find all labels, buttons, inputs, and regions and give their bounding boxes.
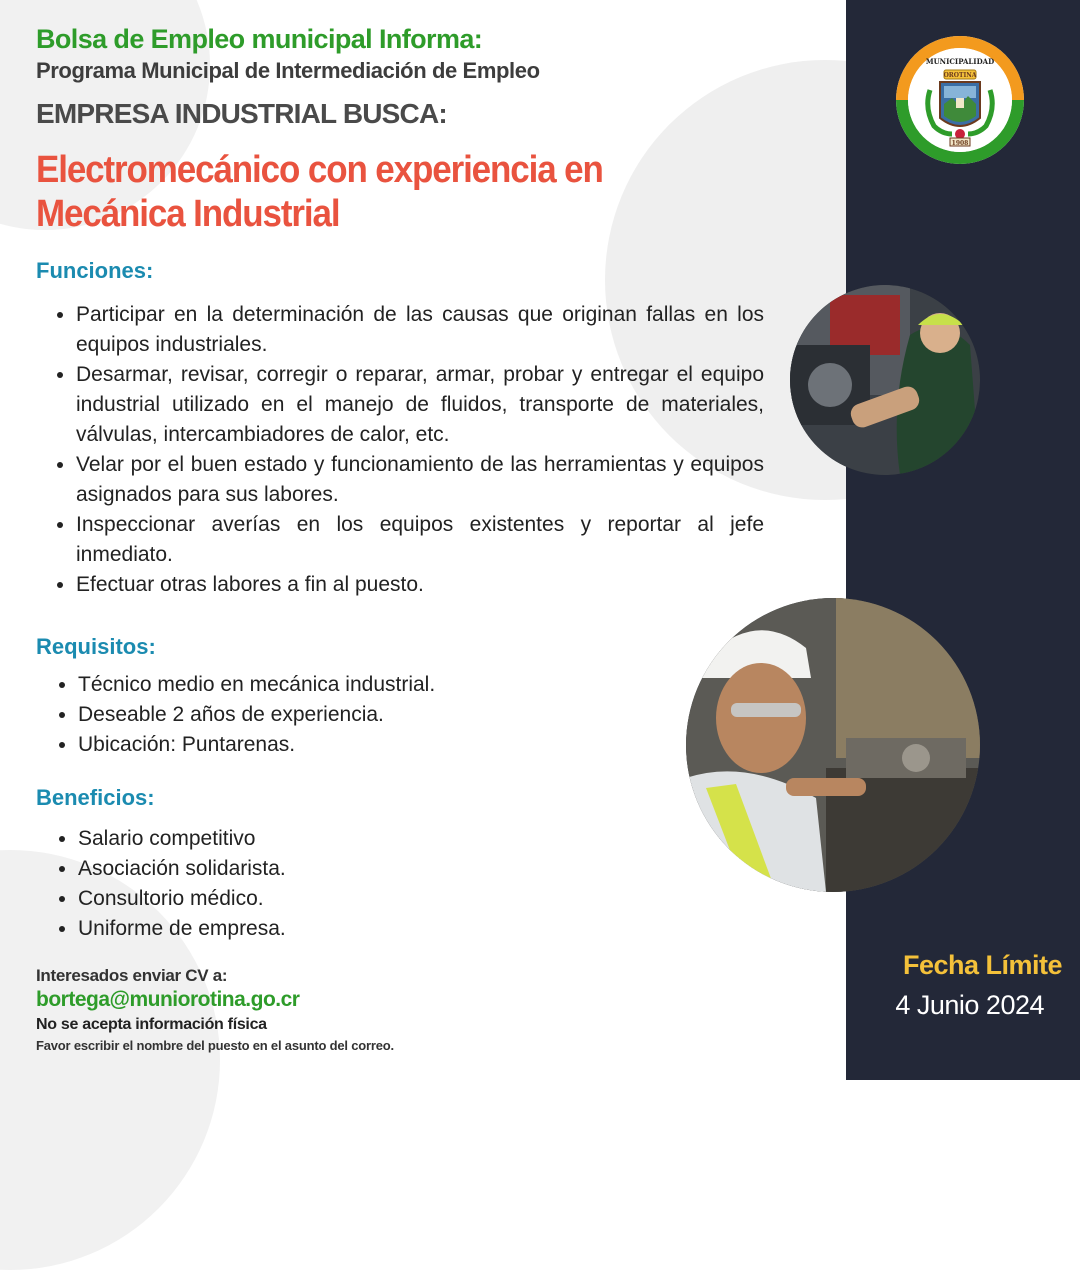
company-line: EMPRESA INDUSTRIAL BUSCA: [36,98,447,129]
mechanic-engine-photo [790,285,980,475]
funciones-title: Funciones: [36,258,154,283]
contact-email-link[interactable]: bortega@muniorotina.go.cr [36,988,300,1011]
funciones-list [36,300,764,600]
list-item: • Efectuar otras labores a fin al puesto. [76,570,764,600]
requisitos-title: Requisitos: [36,634,156,659]
list-item: • Consultorio médico. [78,884,678,914]
municipal-seal-logo [894,34,1026,166]
deadline-date: 4 Junio 2024 [895,990,1044,1020]
deadline-label: Fecha Límite [902,950,1062,980]
list-item: • Velar por el buen estado y funcionamiento de las herramientas y equipos asignados para sus labores. [76,450,764,510]
list-item: • Ubicación: Puntarenas. [78,730,678,760]
contact-hint: Favor escribir el nombre del puesto en el asunto del correo. [36,1038,394,1053]
job-title: Electromecánico con experiencia en Mecánica Industrial [36,149,603,235]
seal-top-text: MUNICIPALIDAD [925,57,995,66]
list-item: • Técnico medio en mecánica industrial. [78,670,678,700]
header-title: Bolsa de Empleo municipal Informa: [36,24,483,54]
list-item: • Deseable 2 años de experiencia. [78,700,678,730]
beneficios-list [38,824,678,944]
list-item: • Inspeccionar averías en los equipos existentes y reportar al jefe inmediato. [76,510,764,570]
header-subtitle: Programa Municipal de Intermediación de Empleo [36,58,540,83]
list-item: • Salario competitivo [78,824,678,854]
worker-lathe-photo [686,598,980,892]
requisitos-list [38,670,678,760]
list-item: • Desarmar, revisar, corregir o reparar, armar, probar y entregar el equipo industrial utilizado en el manejo de fluidos, transporte de materiales, válvulas, intercambiadores de calor, etc. [76,360,764,450]
beneficios-title: Beneficios: [36,785,155,810]
list-item: • Uniforme de empresa. [78,914,678,944]
seal-year-text: 1908 [951,140,969,147]
list-item: • Participar en la determinación de las causas que originan fallas en los equipos industriales. [76,300,764,360]
contact-note: No se acepta información física [36,1016,267,1033]
seal-ribbon-text: OROTINA [943,72,977,79]
contact-label: Interesados enviar CV a: [36,966,228,985]
list-item: • Asociación solidarista. [78,854,678,884]
